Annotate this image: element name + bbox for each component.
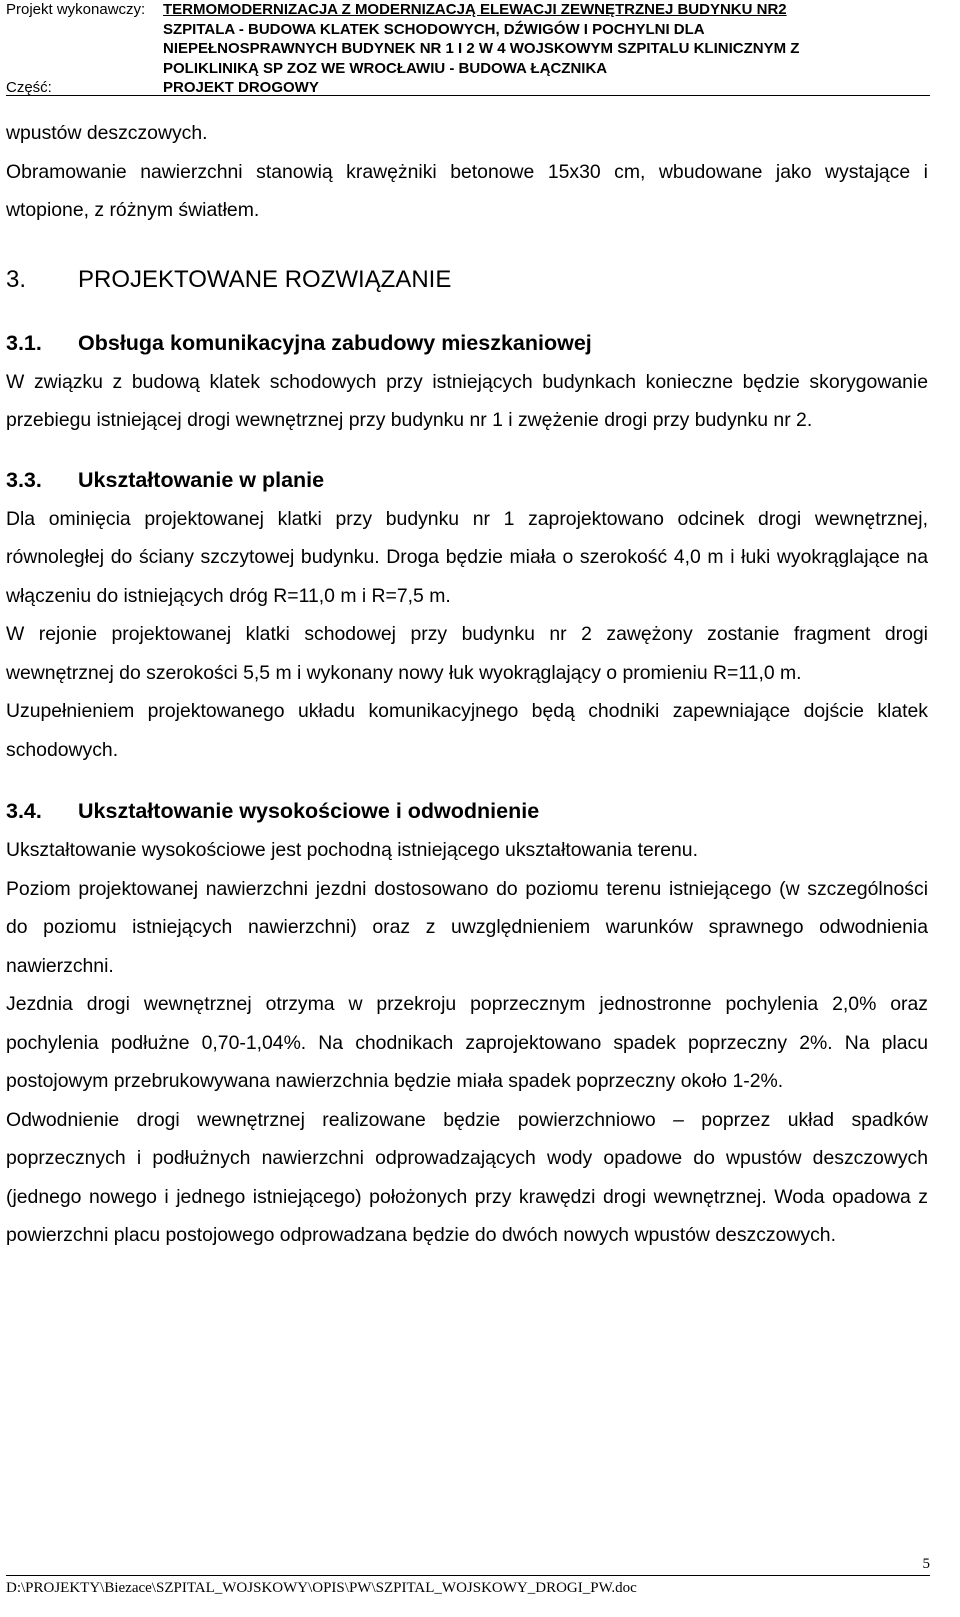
part-label: Część: bbox=[6, 79, 52, 97]
intro-paragraph-1: wpustów deszczowych. bbox=[6, 122, 208, 144]
document-header bbox=[6, 0, 942, 98]
part-value: PROJEKT DROGOWY bbox=[163, 79, 319, 97]
section-3-heading bbox=[6, 260, 928, 300]
section-3-3-number: 3.3. bbox=[6, 467, 42, 492]
section-3-1-number: 3.1. bbox=[6, 330, 42, 355]
section-3-1-heading bbox=[6, 323, 928, 363]
section-3-4-paragraph-4: Odwodnienie drogi wewnętrznej realizowane będzie powierzchniowo – poprzez układ spadków poprzecznych i podłużnych nawierzchni odprowadzających wody opadowe do wpustów deszczowych (jednego nowego i jednego istniejącego) położonych przy krawędzi drogi wewnętrznej. Woda opadowa z powierzchni placu postojowego odprowadzana będzie do dwóch nowych wpustów deszczowych. bbox=[6, 1108, 928, 1246]
section-3-4-title: Ukształtowanie wysokościowe i odwodnienie bbox=[78, 799, 540, 823]
section-3-4-heading bbox=[6, 791, 928, 831]
project-row bbox=[6, 0, 942, 20]
intro-paragraph-2: Obramowanie nawierzchni stanowią krawężniki betonowe 15x30 cm, wbudowane jako wystające i wtopione, z różnym światłem. bbox=[6, 160, 928, 221]
section-3-4-paragraph-2: Poziom projektowanej nawierzchni jezdni dostosowano do poziomu terenu istniejącego (w szczególności do poziomu istniejących nawierzchni) oraz z uwzględnieniem warunków sprawnego odwodnienia nawierzchni. bbox=[6, 877, 928, 977]
project-title-line-1: TERMOMODERNIZACJA Z MODERNIZACJĄ ELEWACJI ZEWNĘTRZNEJ BUDYNKU NR2 bbox=[163, 1, 787, 18]
document-body bbox=[6, 114, 928, 1255]
section-3-4-paragraph-3: Jezdnia drogi wewnętrznej otrzyma w przekroju poprzecznym jednostronne pochylenia 2,0% oraz pochylenia podłużne 0,70-1,04%. Na chodnikach zaprojektowano spadek poprzeczny 2%. Na placu postojowym przebrukowywana nawierzchnia będzie miała spadek poprzeczny około 1-2%. bbox=[6, 993, 928, 1092]
section-3-3-title: Ukształtowanie w planie bbox=[78, 467, 325, 492]
section-3-3-paragraph-2: W rejonie projektowanej klatki schodowej przy budynku nr 2 zawężony zostanie fragment drogi wewnętrznej do szerokości 5,5 m i wykonany nowy łuk wyokrąglający o promieniu R=11,0 m. bbox=[6, 623, 928, 684]
project-title-line-2: SZPITALA - BUDOWA KLATEK SCHODOWYCH, DŹWIGÓW I POCHYLNI DLA bbox=[163, 20, 705, 38]
section-3-4-number: 3.4. bbox=[6, 799, 42, 823]
section-3-1-paragraph: W związku z budową klatek schodowych przy istniejących budynkach konieczne będzie skorygowanie przebiegu istniejącej drogi wewnętrznej przy budynku nr 1 i zwężenie drogi przy budynku nr 2. bbox=[6, 370, 928, 431]
section-3-1-title: Obsługa komunikacyjna zabudowy mieszkaniowej bbox=[78, 330, 592, 355]
footer-file-path: D:\PROJEKTY\Biezace\SZPITAL_WOJSKOWY\OPIS\PW\SZPITAL_WOJSKOWY_DROGI_PW.doc bbox=[6, 1580, 637, 1596]
footer-divider bbox=[6, 1575, 930, 1576]
page-number: 5 bbox=[922, 1556, 930, 1572]
section-3-number: 3. bbox=[6, 265, 27, 293]
section-3-3-paragraph-1: Dla ominięcia projektowanej klatki przy budynku nr 1 zaprojektowano odcinek drogi wewnętrznej, równoległej do ściany szczytowej budynku. Droga będzie miała o szerokość 4,0 m i łuki wyokrąglające na włączeniu do istniejących dróg R=11,0 m i R=7,5 m. bbox=[6, 507, 928, 607]
section-3-4-paragraph-1: Ukształtowanie wysokościowe jest pochodną istniejącego ukształtowania terenu. bbox=[6, 839, 698, 861]
section-3-3-heading bbox=[6, 460, 928, 500]
section-3-3-paragraph-3: Uzupełnieniem projektowanego układu komunikacyjnego będą chodniki zapewniające dojście klatek schodowych. bbox=[6, 700, 928, 761]
project-title-line-4: POLIKLINIKĄ SP ZOZ WE WROCŁAWIU - BUDOWA ŁĄCZNIKA bbox=[163, 59, 608, 77]
project-title-line-3: NIEPEŁNOSPRAWNYCH BUDYNEK NR 1 I 2 W 4 WOJSKOWYM SZPITALU KLINICZNYM Z bbox=[163, 40, 800, 58]
section-3-title: PROJEKTOWANE ROZWIĄZANIE bbox=[78, 265, 452, 293]
project-label: Projekt wykonawczy: bbox=[6, 1, 146, 18]
header-divider bbox=[6, 95, 930, 96]
